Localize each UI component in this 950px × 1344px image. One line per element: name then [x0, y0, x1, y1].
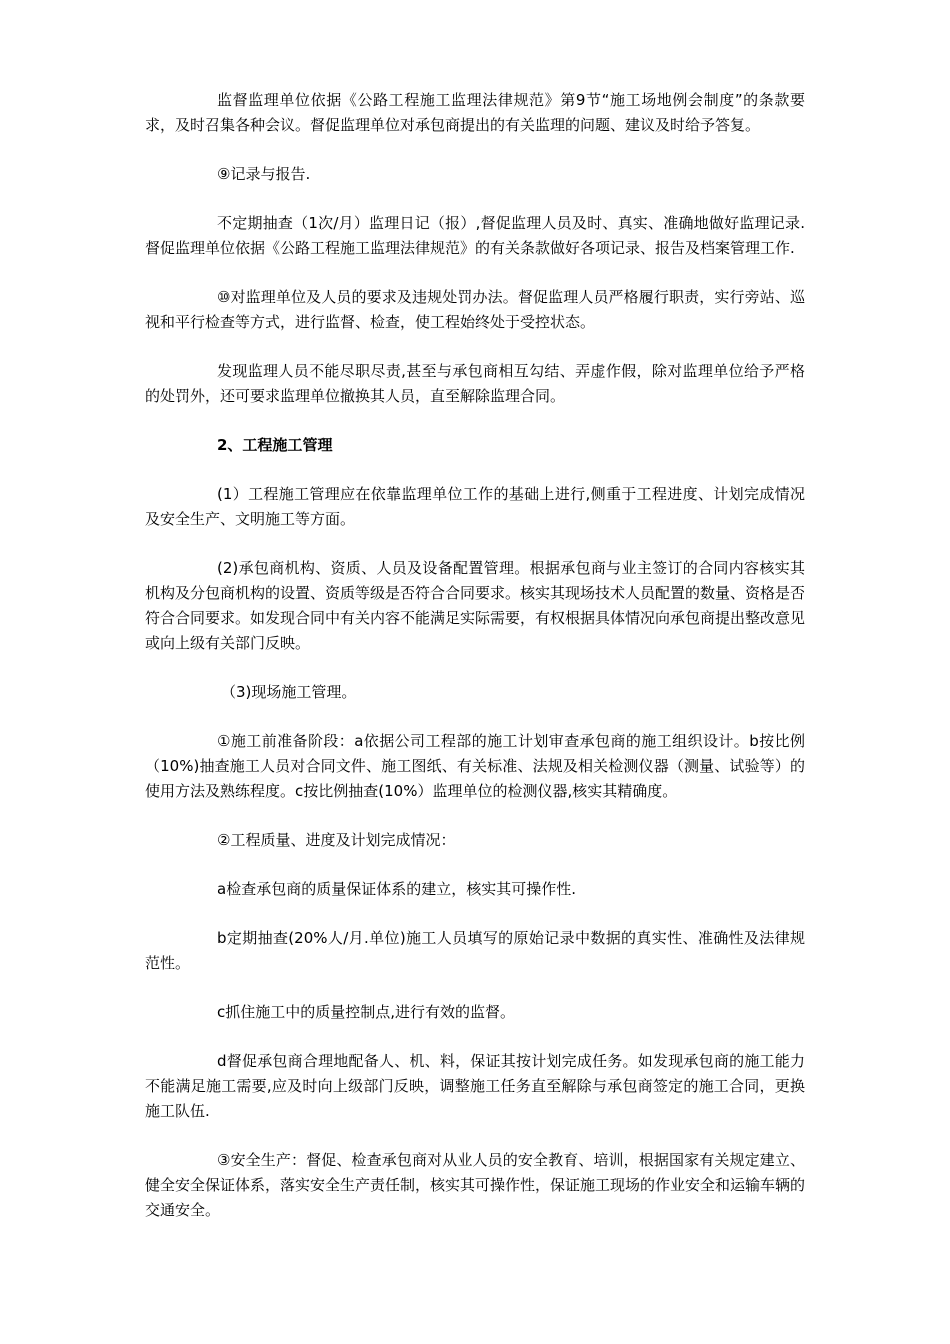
paragraph-item-c: c抓住施工中的质量控制点,进行有效的监督。: [217, 1003, 516, 1021]
paragraph-management-basis: (1）工程施工管理应在依靠监理单位工作的基础上进行,侧重于工程进度、计划完成情况及安全生产、文明施工等方面。: [145, 485, 805, 528]
paragraph-item-d: d督促承包商合理地配备人、机、料，保证其按计划完成任务。如发现承包商的施工能力不能满足施工需要,应及时向上级部门反映，调整施工任务直至解除与承包商签定的施工合同，更换施工队伍.: [145, 1052, 805, 1120]
document-page: [145, 88, 805, 1247]
paragraph-quality-progress-title: ②工程质量、进度及计划完成情况：: [217, 831, 456, 849]
paragraph-record-report-title: ⑨记录与报告.: [217, 165, 311, 183]
paragraph-meeting-supervision: 监督监理单位依据《公路工程施工监理法律规范》第9节“施工场地例会制度”的条款要求，及时召集各种会议。督促监理单位对承包商提出的有关监理的问题、建议及时给予答复。: [145, 91, 805, 134]
paragraph-supervisor-requirements: ⑩对监理单位及人员的要求及违规处罚办法。督促监理人员严格履行职责，实行旁站、巡视和平行检查等方式，进行监督、检查，使工程始终处于受控状态。: [145, 288, 805, 331]
paragraph-site-management-title: （3)现场施工管理。: [221, 683, 357, 701]
paragraph-contractor-qualification: (2)承包商机构、资质、人员及设备配置管理。根据承包商与业主签订的合同内容核实其机构及分包商机构的设置、资质等级是否符合合同要求。核实其现场技术人员配置的数量、资格是否符合合同要求。如发现合同中有关内容不能满足实际需要，有权根据具体情况向承包商提出整改意见或向上级有关部门反映。: [145, 559, 806, 652]
paragraph-item-a: a检查承包商的质量保证体系的建立，核实其可操作性.: [217, 880, 576, 898]
paragraph-preparation-stage: ①施工前准备阶段：a依据公司工程部的施工计划审查承包商的施工组织设计。b按比例（10%)抽查施工人员对合同文件、施工图纸、有关标准、法规及相关检测仪器（测量、试验等）的使用方法及熟练程度。c按比例抽查(10%）监理单位的检测仪器,核实其精确度。: [145, 732, 805, 800]
paragraph-violation-penalty: 发现监理人员不能尽职尽责,甚至与承包商相互勾结、弄虚作假，除对监理单位给予严格的处罚外，还可要求监理单位撤换其人员，直至解除监理合同。: [145, 362, 805, 405]
paragraph-supervision-diary: 不定期抽查（1次/月）监理日记（报）,督促监理人员及时、真实、准确地做好监理记录.督促监理单位依据《公路工程施工监理法律规范》的有关条款做好各项记录、报告及档案管理工作.: [145, 214, 805, 257]
paragraph-safety-production: ③安全生产：督促、检查承包商对从业人员的安全教育、培训，根据国家有关规定建立、健全安全保证体系，落实安全生产责任制，核实其可操作性，保证施工现场的作业安全和运输车辆的交通安全。: [145, 1151, 806, 1219]
paragraph-item-b: b定期抽查(20%人/月.单位)施工人员填写的原始记录中数据的真实性、准确性及法律规范性。: [145, 929, 805, 972]
section-heading-construction-management: 2、工程施工管理: [217, 436, 333, 454]
